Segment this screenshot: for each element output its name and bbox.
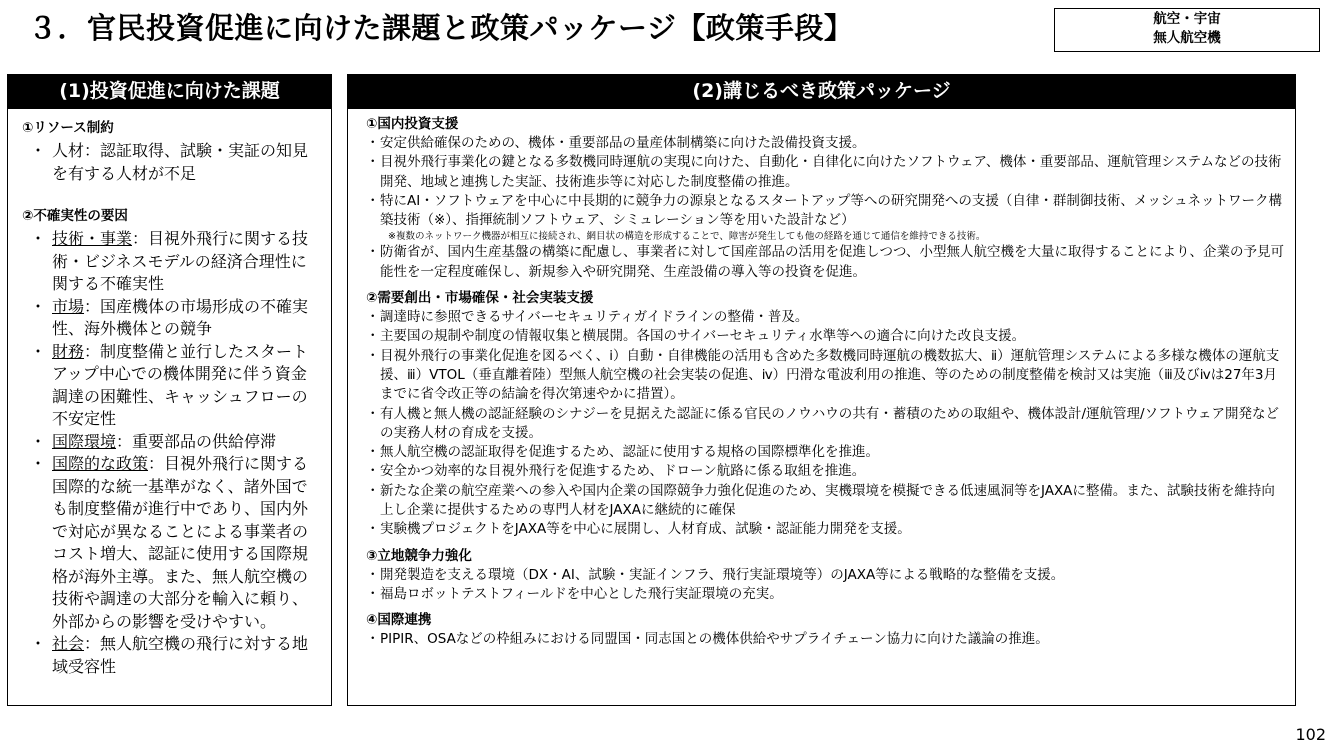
issue-item: [22, 140, 317, 185]
policy-item-text: 目視外飛行の事業化促進を図るべく、ⅰ）自動・自律機能の活用も含めた多数機同時運航の機数拡大、ⅱ）運航管理システムによる多様な機体の運航支援、ⅲ）VTOL（垂直離着陸）型無人航空機の社会実装の促進、ⅳ）円滑な電波利用の推進、等のための制度整備を検討又は実施（ⅲ及びⅳは27年3月までに省令改正等の結論を得次第速やかに措置）。: [380, 347, 1280, 403]
bullet: ・: [30, 229, 47, 248]
issue-item: [22, 453, 317, 633]
policy-panel: [347, 74, 1296, 706]
issue-item-term: 国際環境: [52, 431, 117, 451]
issue-item-term: 技術・事業: [52, 229, 133, 248]
bullet: ・: [366, 566, 380, 583]
policy-item-text: 安定供給確保のための、機体・重要部品の量産体制構築に向けた設備投資支援。: [380, 135, 866, 151]
bullet: ・: [30, 634, 47, 653]
bullet: ・: [30, 431, 47, 451]
issue-item: [22, 296, 317, 341]
policy-item: [366, 482, 1285, 521]
bullet: ・: [30, 141, 47, 160]
policy-panel-heading: (2)講じるべき政策パッケージ: [348, 75, 1295, 109]
issue-item-text: ：目視外飛行に関する技術・ビジネスモデルの経済合理性に関する不確実性: [52, 229, 309, 293]
bullet: ・: [366, 463, 380, 480]
bullet: ・: [366, 154, 380, 171]
bullet: ・: [366, 328, 380, 345]
bullet: ・: [366, 135, 380, 151]
bullet: ・: [366, 631, 380, 648]
bullet: ・: [366, 482, 380, 499]
issue-section-title: ①リソース制約: [22, 120, 114, 136]
issue-item-text: ：制度整備と並行したスタートアップ中心での機体開発に伴う資金調達の困難性、キャッシュフローの不安定性: [52, 341, 309, 428]
footnote: ※複数のネットワーク機器が相互に接続され、網目状の構造を形成することで、障害が発生しても他の経路を通じて通信を維持できる技術。: [388, 231, 986, 243]
policy-item: [366, 566, 1285, 585]
bullet: ・: [366, 244, 380, 261]
policy-item: [366, 308, 1285, 327]
page-number: 102: [1295, 725, 1326, 744]
policy-item-text: 新たな企業の航空産業への参入や国内企業の国際競争力強化促進のため、実機環境を模擬できる低速風洞等をJAXAに整備。また、試験技術を維持向上し企業に提供するための専門人材をJAXAに継続的に確保: [380, 482, 1275, 519]
policy-section: [366, 115, 1285, 282]
policy-item: [366, 192, 1285, 231]
policy-item-text: 主要国の規制や制度の情報収集と横展開。各国のサイバーセキュリティ水準等への適合に向けた改良支援。: [380, 328, 1026, 345]
page-title: ３．官民投資促進に向けた課題と政策パッケージ【政策手段】: [28, 11, 854, 45]
category-tag-line1: 航空・宇宙: [1153, 11, 1221, 27]
bullet: ・: [366, 405, 380, 422]
policy-item: [366, 327, 1285, 346]
issue-section-title: ②不確実性の要因: [22, 208, 128, 224]
issue-item: [22, 341, 317, 431]
issue-item-text: ：無人航空機の飛行に対する地域受容性: [52, 634, 309, 676]
policy-item: [366, 243, 1285, 282]
bullet: ・: [30, 341, 47, 361]
policy-item-text: 調達時に参照できるサイバーセキュリティガイドラインの整備・普及。: [380, 309, 809, 326]
policy-item: [366, 134, 1285, 153]
policy-item-text: 有人機と無人機の認証経験のシナジーを見据えた認証に係る官民のノウハウの共有・蓄積のための取組や、機体設計/運航管理/ソフトウェア開発などの実務人材の育成を支援。: [380, 405, 1280, 441]
policy-item: [366, 520, 1285, 539]
policy-panel-body: [348, 109, 1295, 650]
policy-section-title: ④国際連携: [366, 612, 432, 629]
policy-section-title: ②需要創出・市場確保・社会実装支援: [366, 290, 594, 307]
issue-item: [22, 633, 317, 678]
policy-item-text: 目視外飛行事業化の鍵となる多数機同時運航の実現に向けた、自動化・自律化に向けたソフトウェア、機体・重要部品、運航管理システムなどの技術開発、地域と連携した実証、技術進歩等に対応した制度整備の推進。: [380, 154, 1282, 190]
bullet: ・: [30, 296, 47, 316]
category-tag-line2: 無人航空機: [1153, 30, 1221, 46]
policy-item-text: 開発製造を支える環境（DX・AI、試験・実証インフラ、飛行実証環境等）のJAXA等による戦略的な整備を支援。: [380, 566, 1065, 583]
policy-item-text: 実験機プロジェクトをJAXA等を中心に展開し、人材育成、試験・認証能力開発を支援。: [380, 521, 911, 538]
policy-item-text: 安全かつ効率的な目視外飛行を促進するため、ドローン航路に係る取組を推進。: [380, 463, 866, 480]
bullet: ・: [366, 585, 380, 602]
policy-section: [366, 547, 1285, 605]
bullet: ・: [366, 521, 380, 538]
issue-list: [22, 228, 317, 678]
policy-item: [366, 585, 1285, 604]
issue-item-text: ：目視外飛行に関する国際的な統一基準がなく、諸外国でも制度整備が進行中であり、国内外で対応が異なることによる事業者のコスト増大、認証に使用する国際規格が海外主導。また、無人航空機の技術や調達の大部分を輸入に頼り、外部からの影響を受けやすい。: [52, 454, 309, 631]
policy-item: [366, 443, 1285, 462]
issue-item-text: 人材：認証取得、試験・実証の知見を有する人材が不足: [52, 141, 309, 183]
bullet: ・: [366, 347, 380, 364]
issue-item-term: 国際的な政策: [52, 454, 149, 473]
issue-item-text: ：重要部品の供給停滞: [116, 431, 277, 451]
issue-item-text: ：国産機体の市場形成の不確実性、海外機体との競争: [52, 296, 309, 338]
policy-item-text: 防衛省が、国内生産基盤の構築に配慮し、事業者に対して国産部品の活用を促進しつつ、小型無人航空機を大量に取得することにより、企業の予見可能性を一定程度確保し、新規参入や研究開発、生産設備の導入等の投資を促進。: [380, 244, 1284, 280]
bullet: ・: [366, 192, 380, 209]
policy-section: [366, 289, 1285, 540]
policy-item-text: PIPIR、OSAなどの枠組みにおける同盟国・同志国との機体供給やサプライチェーン協力に向けた議論の推進。: [380, 631, 1049, 648]
issue-item: [22, 228, 317, 296]
issues-panel-body: [8, 109, 331, 678]
policy-section-title: ③立地競争力強化: [366, 547, 472, 564]
issue-item: [22, 431, 317, 454]
policy-item-text: 福島ロボットテストフィールドを中心とした飛行実証環境の充実。: [380, 585, 783, 602]
issues-panel-heading: (1)投資促進に向けた課題: [8, 75, 331, 109]
issue-item-term: 市場: [52, 296, 85, 316]
policy-item: [366, 153, 1285, 192]
issues-panel: [7, 74, 332, 706]
policy-item: [366, 462, 1285, 481]
issue-item-term: 社会: [52, 634, 85, 653]
policy-section: [366, 611, 1285, 649]
policy-section-title: ①国内投資支援: [366, 116, 459, 132]
bullet: ・: [366, 444, 380, 461]
bullet: ・: [366, 309, 380, 326]
policy-item-text: 特にAI・ソフトウェアを中心に中長期的に競争力の源泉となるスタートアップ等への研究開発への支援（自律・群制御技術、メッシュネットワーク構築技術（※）、指揮統制ソフトウェア、シミュレーション等を用いた設計など）: [380, 192, 1283, 229]
policy-item-text: 無人航空機の認証取得を促進するため、認証に使用する規格の国際標準化を推進。: [380, 444, 879, 461]
policy-item: [366, 347, 1285, 405]
bullet: ・: [30, 454, 47, 473]
policy-item: [366, 405, 1285, 444]
issue-list: [22, 140, 317, 185]
issue-item-term: 財務: [52, 341, 85, 361]
category-tag: [1054, 8, 1320, 52]
policy-item: [366, 630, 1285, 649]
